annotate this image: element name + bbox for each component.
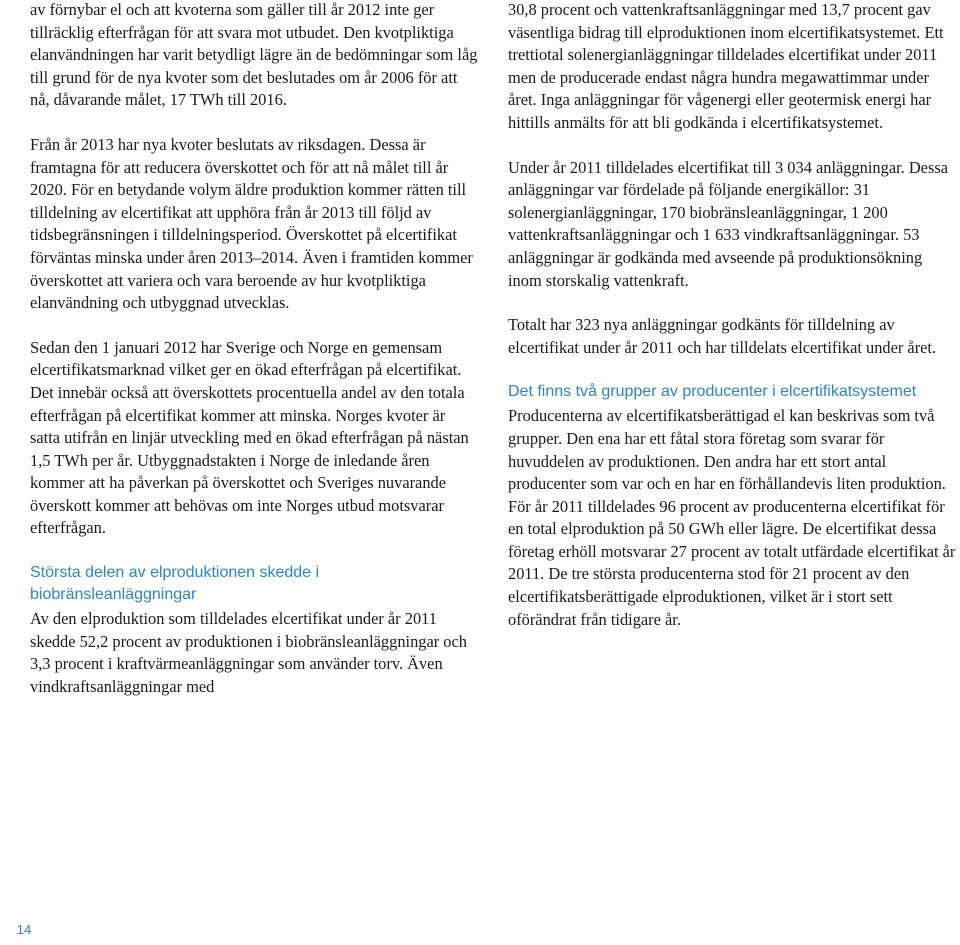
paragraph-new-facilities: Totalt har 323 nya anläggningar godkänts för tilldelning av elcertifikat under år 2011 och har tilldelats elcertifikat under året. xyxy=(508,315,937,357)
paragraph-new-quotas: Från år 2013 har nya kvoter beslutats av riksdagen. Dessa är framtagna för att reducera överskottet och för att nå målet till år 2020. För en betydande volym äldre produktion kommer rätten till tilldelning av elcertifikat att upphöra från år 2013 till följd av tidsbegränsningen i tilldelningsperiod. Överskottet på elcertifikat förväntas minska under åren 2013–2014. Även i framtiden kommer överskottet att variera och vara beroende av hur kvotpliktiga elanvändning och utbyggnad utvecklas. xyxy=(30,134,473,313)
paragraph-contributions: 30,8 procent och vattenkraftsanläggningar med 13,7 procent gav väsentliga bidrag till elproduktionen inom elcertifikatsystemet. Ett trettiotal solenergianläggningar tilldelades elcertifikat under 2011 men de producerade endast några hundra megawattimmar under året. Inga anläggningar för vågenergi eller geotermisk energi har hittills anmälts för att bli godkända i elcertifikatsystemet. xyxy=(508,0,944,132)
left-column xyxy=(30,0,478,720)
paragraph-production-share: Av den elproduktion som tilldelades elcertifikat under år 2011 skedde 52,2 procent av produktionen i biobränsleanläggningar och 3,3 procent i kraftvärmeanläggningar som använder torv. Även vindkraftsanläggningar med xyxy=(30,609,467,696)
paragraph-producer-groups: Producenterna av elcertifikatsberättigad el kan beskrivas som två grupper. Den ena har ett fåtal stora företag som svarar för huvuddelen av produktionen. Den andra har ett stort antal producenter som var och en har en förhållandevis liten produktion. För år 2011 tilldelades 96 procent av producenterna elcertifikat för en total elproduktion på 50 GWh eller lägre. De elcertifikat dessa företag erhöll motsvarar 27 procent av totalt utfärdade elcertifikat år 2011. De tre största producenterna stod för 21 procent av den elcertifikatsberättigade elproduktionen, vilket är i stort sett oförändrat från tidigare år. xyxy=(508,406,956,629)
paragraph-quota-surplus: av förnybar el och att kvoterna som gäller till år 2012 inte ger tillräcklig efterfrågan för att svara mot utbudet. Den kvotpliktiga elanvändningen har varit betydligt lägre än de bedömningar som låg till grund för de nya kvoter som det beslutades om år 2006 för att nå, dåvarande målet, 17 TWh till 2016. xyxy=(30,0,478,110)
paragraph-joint-market: Sedan den 1 januari 2012 har Sverige och Norge en gemensam elcertifikatsmarknad vilket ger en ökad efterfrågan på elcertifikat. Det innebär också att överskottets procentuella andel av den totala efterfrågan på elcertifikat kommer att minska. Norges kvoter är satta utifrån en linjär utveckling med en ökad efterfrågan på nästan 1,5 TWh per år. Utbyggnadstakten i Norge de inledande åren kommer att ha påverkan på överskottet och Sveriges nuvarande överskott kommer att behövas om inte Norges utbud motsvarar efterfrågan. xyxy=(30,337,469,538)
section-heading-biofuel: Största delen av elproduktionen skedde i biobränsleanläggningar xyxy=(30,564,320,604)
section-heading-producer-groups: Det finns två grupper av producenter i elcertifikatsystemet xyxy=(508,383,917,401)
page-number: 14 xyxy=(16,922,32,937)
paragraph-facility-count: Under år 2011 tilldelades elcertifikat till 3 034 anläggningar. Dessa anläggningar var fördelade på följande energikällor: 31 solenergianläggningar, 170 biobränsleanläggningar, 1 200 vattenkraftsanläggningar och 1 633 vindkraftsanläggningar. 53 anläggningar är godkända med avseende på produktionsökning inom storskalig vattenkraft. xyxy=(508,157,948,290)
right-column xyxy=(508,0,956,653)
